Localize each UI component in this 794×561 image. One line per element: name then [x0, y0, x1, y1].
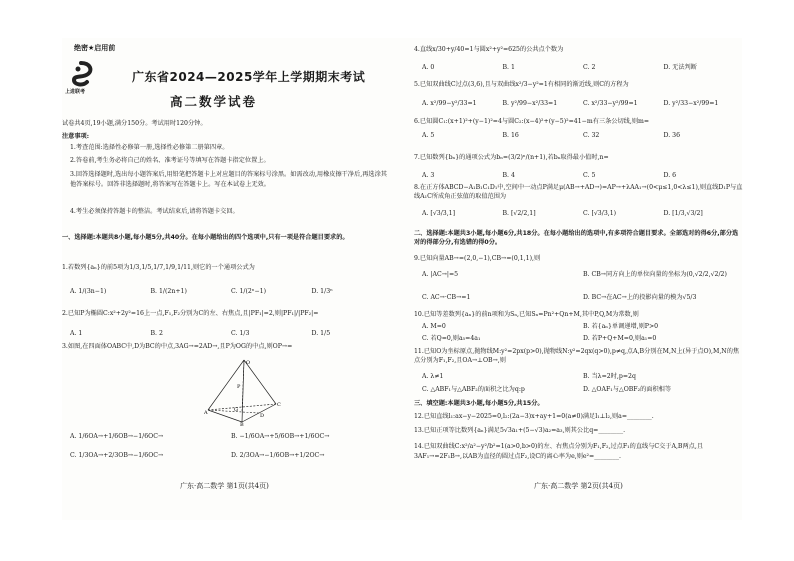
note-3: 3.回答选择题时,选出每小题答案后,用铅笔把答题卡上对应题目的答案标号涂黑。如需改动,用橡皮擦干净后,再选涂其他答案标号。回答非选择题时,将答案写在答题卡上。写在本试卷上无效。 — [70, 171, 387, 188]
q4-option-a: A. 0 — [422, 64, 435, 71]
q6-option-c: C. 32 — [583, 132, 600, 139]
question-8: 8.在正方体ABCD−A₁B₁C₁D₁中,空间中一动点P满足μ(AB→+AD→)=AP→+λAA₁→(0<μ≤1,0<λ≤1),则直线D₁P与直线A₁C所成角正弦值的取值范围为 — [414, 184, 743, 200]
exam-sheet — [62, 38, 742, 520]
question-14: 14.已知双曲线C:x²/a²−y²/b²=1(a>0,b>0)的左、右焦点分别为F₁,F₂,过点F₁的直线与C交于A,B两点,且3AF₁→=2F₁B→,以AB为直径的圆过点F₂,设C的离心率为e,则e²=________. — [414, 443, 704, 460]
question-9-options-row2 — [422, 294, 744, 302]
question-9-options-row1 — [422, 271, 744, 279]
q8-option-b: B. [√2/2,1] — [502, 210, 536, 217]
question-3-options-row2 — [70, 452, 392, 460]
q4-option-b: B. 1 — [502, 64, 515, 71]
q6-option-b: B. 16 — [502, 132, 519, 139]
question-12: 12.已知直线l₁:ax−y−2025=0,l₂:(2a−3)x+ay+1=0(a≠0)满足l₁⊥l₂,则a=________. — [414, 413, 654, 420]
question-7: 7.已知数列{bₙ}的通项公式为bₙ=(3/2)ⁿ/(n+1),若bₙ取得最小值时,n= — [414, 154, 609, 161]
q8-option-a: A. [√3/3,1] — [422, 210, 456, 217]
question-10: 10.已知等差数列{aₙ}的前n项和为Sₙ,已知Sₙ=Pn²+Qn+M,其中P,Q,M为常数,则 — [414, 311, 639, 318]
q3-option-b: B. −1/6OA→+5/6OB→+1/6OC→ — [231, 433, 330, 440]
section-3-heading: 三、填空题:本题共3小题,每小题5分,共15分。 — [414, 400, 544, 407]
question-10-options-row1 — [422, 323, 744, 331]
note-1: 1.考查范围:选择性必修第一册,选择性必修第二册第四章。 — [70, 144, 229, 151]
q11-option-a: A. λ≠1 — [422, 373, 444, 380]
label-a: A — [204, 410, 208, 416]
question-6-options — [422, 132, 744, 140]
q3-option-a: A. 1/6OA→+1/6OB→−1/6OC→ — [70, 433, 164, 440]
question-2-options — [70, 330, 392, 338]
q10-option-a: A. M=0 — [422, 323, 446, 330]
label-o: O — [246, 360, 251, 366]
secret-label: 绝密★启用前 — [74, 44, 116, 52]
q1-option-b: B. 1/(2n+1) — [150, 288, 187, 295]
footer-left: 广东·高二数学 第1页(共4页) — [180, 482, 269, 490]
question-8-options — [422, 210, 744, 218]
q6-option-a: A. 5 — [422, 132, 435, 139]
q7-option-b: B. 4 — [502, 172, 515, 179]
question-10-options-row2 — [422, 335, 744, 343]
q1-option-d: D. 1/3ⁿ — [311, 288, 333, 295]
question-6: 6.已知圆C₁:(x+1)²+(y−1)²=4与圆C₂:(x−4)²+(y−5)²=41−m有三条公切线,则m= — [414, 118, 650, 125]
q7-option-a: A. 3 — [422, 172, 435, 179]
q1-option-c: C. 1/(2ⁿ−1) — [231, 288, 267, 295]
q11-option-c: C. △ABF₁与△ABF₂的面积之比为q:p — [422, 386, 525, 393]
q8-option-c: C. [√3/3,1) — [583, 210, 617, 217]
q8-option-d: D. [1/3,√3/2] — [663, 210, 703, 217]
question-11-options-row1 — [422, 373, 744, 381]
q10-option-b: B. 若{aₙ}单调递增,则P>0 — [583, 323, 659, 330]
q4-option-c: C. 2 — [583, 64, 596, 71]
question-4-options — [422, 64, 744, 72]
q9-option-d: D. BC→在AC→上的投影向量的模为√5/3 — [583, 294, 697, 301]
label-g: G — [234, 407, 238, 413]
label-c: C — [277, 402, 281, 408]
question-1: 1.若数列{aₙ}的前5项为1/3,1/5,1/7,1/9,1/11,则它的一个通项公式为 — [62, 264, 255, 271]
question-5-options — [422, 100, 744, 108]
q5-option-b: B. y²/99−x²/33=1 — [502, 100, 558, 107]
question-4: 4.直线x/30+y/40=1与圆x²+y²=625的公共点个数为 — [414, 46, 564, 53]
note-2: 2.答卷前,考生务必将自己的姓名、准考证号等填写在答题卡指定位置上。 — [70, 157, 270, 164]
question-1-options — [70, 288, 392, 296]
label-d: D — [260, 413, 265, 419]
section-2-heading: 二、选择题:本题共3小题,每小题6分,共18分。在每小题给出的选项中,有多项符合题目要求。全部选对的得6分,部分选对的得部分分,有选错的得0分。 — [414, 230, 739, 246]
question-11-options-row2 — [422, 386, 744, 394]
tetrahedron-diagram — [204, 356, 282, 426]
q1-option-a: A. 1/(3n−1) — [70, 288, 107, 295]
question-7-options — [422, 172, 744, 180]
q5-option-a: A. x²/99−y²/33=1 — [422, 100, 477, 107]
footer-right: 广东·高二数学 第2页(共4页) — [534, 482, 623, 490]
exam-title: 广东省2024—2025学年上学期期末考试 — [132, 70, 366, 84]
q6-option-d: D. 36 — [663, 132, 681, 139]
q3-option-c: C. 1/3OA→+2/3OB→−1/6OC→ — [70, 452, 164, 459]
q2-option-a: A. 1 — [70, 330, 83, 337]
q11-option-b: B. 当λ=2时,p=2q — [583, 373, 636, 380]
q5-option-c: C. x²/33−y²/99=1 — [583, 100, 638, 107]
section-1-heading: 一、选择题:本题共8小题,每小题5分,共40分。在每小题给出的四个选项中,只有一项是符合题目要求的。 — [62, 234, 349, 241]
q9-option-a: A. |AC→|=5 — [422, 271, 459, 278]
q7-option-c: C. 5 — [583, 172, 596, 179]
q4-option-d: D. 无法判断 — [663, 64, 697, 71]
q5-option-d: D. y²/33−x²/99=1 — [663, 100, 719, 107]
q3-option-d: D. 2/3OA→−1/6OB→+1/2OC→ — [231, 452, 325, 459]
question-9: 9.已知向量AB→=(2,0,−1),CB→=(0,1,1),则 — [414, 255, 541, 262]
notes-title: 注意事项: — [62, 133, 90, 140]
label-p: P — [237, 384, 241, 390]
q2-option-d: D. 1/5 — [311, 330, 331, 337]
question-2: 2.已知P为椭圆C:x²+2y²=16上一点,F₁,F₂分别为C的左、右焦点,且|PF₁|=2,则|PF₁|/|PF₂|= — [62, 310, 319, 317]
note-4: 4.考生必须保持答题卡的整洁。考试结束后,请将答题卡交回。 — [70, 208, 239, 215]
question-5: 5.已知双曲线C过点(3,6),且与双曲线x²/3−y²=1有相同的渐近线,则C的方程为 — [414, 81, 629, 88]
q10-option-d: D. 若P+Q+M=0,则a₁=0 — [583, 335, 657, 342]
logo-text: 上进联考 — [65, 89, 86, 95]
q11-option-d: D. △OAF₁与△OBF₂的面积相等 — [583, 386, 672, 393]
intro-line: 试卷共4页,19小题,满分150分。考试用时120分钟。 — [62, 120, 207, 127]
question-13: 13.已知正项等比数列{aₙ}满足5√3a₁+(5−√3)a₂=a₃,则其公比q=________. — [414, 427, 626, 434]
q10-option-c: C. 若Q=0,则a₅=4a₁ — [422, 335, 481, 342]
q9-option-c: C. AC→·CB→=1 — [422, 294, 471, 301]
q9-option-b: B. CB→同方向上的单位向量的坐标为(0,√2/2,√2/2) — [583, 271, 727, 278]
q2-option-c: C. 1/3 — [231, 330, 250, 337]
label-b: B — [240, 422, 244, 426]
exam-subtitle: 高二数学试卷 — [170, 94, 258, 109]
question-11: 11.已知O为坐标原点,抛物线M:y²=2px(p>0),抛物线N:y²=2qx(q>0),p≠q,点A,B分别在M,N上(异于点O),M,N的焦点分别为F₁,F₂,且OA→⊥OB→,则 — [414, 348, 740, 364]
q2-option-b: B. 2 — [150, 330, 163, 337]
q7-option-d: D. 6 — [663, 172, 677, 179]
question-3-options-row1 — [70, 433, 392, 441]
question-3: 3.如图,在四面体OABC中,D为BC的中点,3AG→=2AD→,且P为OG的中点,则OP→= — [62, 343, 293, 350]
